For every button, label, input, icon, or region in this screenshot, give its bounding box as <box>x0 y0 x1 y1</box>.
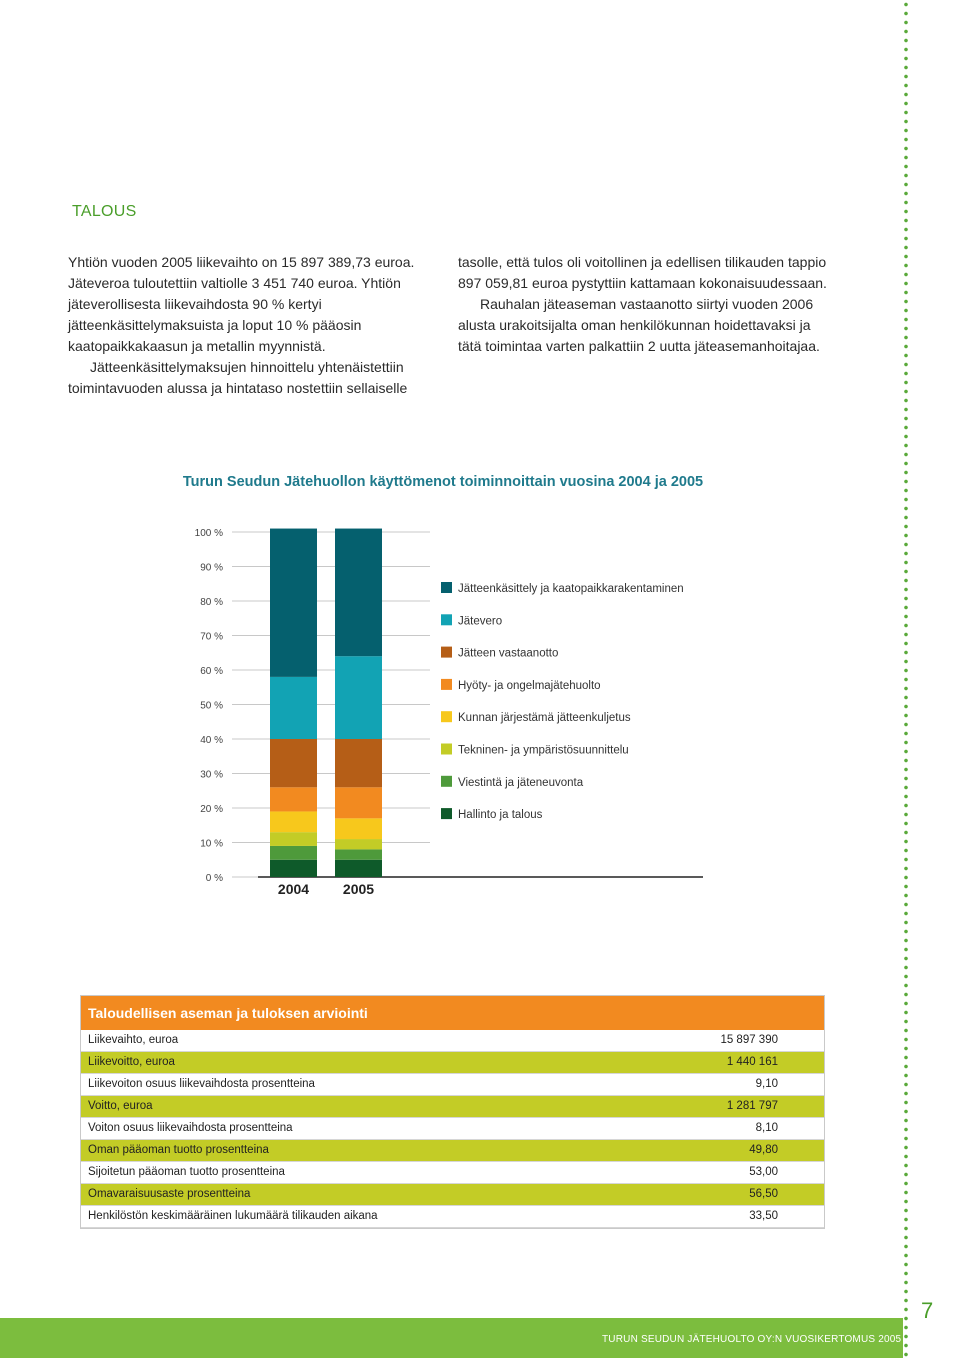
legend-label: Hallinto ja talous <box>458 809 543 822</box>
bar-segment <box>335 787 382 818</box>
y-tick-label: 30 % <box>200 769 223 781</box>
paragraph: Jätteenkäsittelymaksujen hinnoittelu yhtenäistettiin toimintavuoden alussa ja hintataso nostettiin sellaiselle <box>68 359 408 396</box>
table-row <box>81 1118 824 1140</box>
row-value: 9,10 <box>755 1078 778 1090</box>
y-tick-label: 0 % <box>205 873 223 884</box>
x-tick-label: 2004 <box>277 881 310 897</box>
bar-segment <box>335 818 382 839</box>
legend-label: Tekninen- ja ympäristösuunnittelu <box>458 744 629 757</box>
table-title: Taloudellisen aseman ja tuloksen arviointi <box>81 996 824 1030</box>
legend-swatch <box>441 808 452 819</box>
row-label: Omavaraisuusaste prosentteina <box>88 1188 251 1200</box>
row-value: 1 281 797 <box>726 1100 778 1112</box>
table-row <box>81 1206 824 1228</box>
row-label: Henkilöstön keskimääräinen lukumäärä tilikauden aikana <box>88 1210 378 1222</box>
row-value: 1 440 161 <box>726 1056 778 1068</box>
bar-segment <box>270 860 317 877</box>
bar-segment <box>335 529 382 657</box>
table-row <box>81 1030 824 1052</box>
paragraph: Yhtiön vuoden 2005 liikevaihto on 15 897 389,73 euroa. Jäteveroa tuloutettiin valtiolle 3 451 740 euroa. Yhtiön jäteverollisesta liikevaihdosta 90 % kertyi jätteenkäsittelymaksuista ja loput 10 % pääosin kaatopaikkakaasun ja metallin myynnistä. <box>68 254 415 354</box>
row-label: Sijoitetun pääoman tuotto prosentteina <box>88 1166 285 1178</box>
section-title: TALOUS <box>72 203 137 220</box>
legend-label: Jätevero <box>458 615 503 628</box>
legend-swatch <box>441 647 452 658</box>
stacked-bar-chart <box>0 520 886 910</box>
paragraph: Rauhalan jäteaseman vastaanotto siirtyi vuoden 2006 alusta urakoitsijalta oman henkilökunnan hoidettavaksi ja tätä toimintaa varten palkattiin 2 uutta jäteasemanhoitajaa. <box>458 296 820 354</box>
y-tick-label: 90 % <box>200 562 223 574</box>
legend-swatch <box>441 744 452 755</box>
text-column-right <box>458 252 828 357</box>
bar-segment <box>335 849 382 859</box>
legend-swatch <box>441 614 452 625</box>
row-value: 49,80 <box>749 1144 778 1156</box>
page-number: 7 <box>921 1298 934 1323</box>
bar-segment <box>270 832 317 846</box>
legend-label: Jätteen vastaanotto <box>458 647 559 660</box>
y-tick-label: 100 % <box>194 528 223 539</box>
bar-segment <box>270 846 317 860</box>
table-row <box>81 1140 824 1162</box>
legend-label: Kunnan järjestämä jätteenkuljetus <box>458 712 631 725</box>
legend-swatch <box>441 679 452 690</box>
y-tick-label: 60 % <box>200 666 223 677</box>
bar-segment <box>335 860 382 877</box>
dotted-border-decoration <box>903 0 909 1358</box>
row-label: Liikevoiton osuus liikevaihdosta prosentteina <box>88 1078 315 1090</box>
table-row <box>81 1052 824 1074</box>
legend-label: Viestintä ja jäteneuvonta <box>458 776 584 789</box>
legend-swatch <box>441 711 452 722</box>
paragraph: tasolle, että tulos oli voitollinen ja edellisen tilikauden tappio 897 059,81 euroa pystyttiin kattamaan kokonaisuudessaan. <box>458 254 827 291</box>
y-tick-label: 40 % <box>200 735 223 746</box>
table-body <box>81 1030 824 1228</box>
table-row <box>81 1074 824 1096</box>
bar-segment <box>335 839 382 849</box>
bar-segment <box>270 787 317 811</box>
bar-segment <box>270 529 317 677</box>
x-tick-label: 2005 <box>342 881 375 897</box>
table-row <box>81 1162 824 1184</box>
footer-text: TURUN SEUDUN JÄTEHUOLTO OY:N VUOSIKERTOMUS 2005 <box>602 1334 902 1345</box>
row-value: 53,00 <box>749 1166 778 1178</box>
legend-label: Hyöty- ja ongelmajätehuolto <box>458 679 601 692</box>
financial-table <box>80 995 825 1229</box>
legend-swatch <box>441 582 452 593</box>
bar-segment <box>270 811 317 832</box>
row-value: 15 897 390 <box>720 1034 778 1046</box>
row-label: Liikevaihto, euroa <box>88 1034 179 1046</box>
row-label: Voitto, euroa <box>88 1100 153 1112</box>
legend-swatch <box>441 776 452 787</box>
y-tick-label: 80 % <box>200 597 223 608</box>
bar-segment <box>270 677 317 739</box>
y-tick-label: 20 % <box>200 804 223 815</box>
row-label: Liikevoitto, euroa <box>88 1056 175 1068</box>
row-label: Oman pääoman tuotto prosentteina <box>88 1144 269 1156</box>
bar-segment <box>335 656 382 739</box>
y-tick-label: 10 % <box>200 838 223 850</box>
table-row <box>81 1096 824 1118</box>
y-tick-label: 70 % <box>200 631 223 643</box>
row-value: 33,50 <box>749 1210 778 1222</box>
row-value: 8,10 <box>755 1122 778 1134</box>
row-value: 56,50 <box>749 1188 778 1200</box>
bar-segment <box>335 739 382 787</box>
y-tick-label: 50 % <box>200 700 223 712</box>
chart-title: Turun Seudun Jätehuollon käyttömenot toiminnoittain vuosina 2004 ja 2005 <box>182 474 704 490</box>
bar-segment <box>270 739 317 787</box>
table-row <box>81 1184 824 1206</box>
text-column-left <box>68 252 438 399</box>
legend-label: Jätteenkäsittely ja kaatopaikkarakentaminen <box>458 583 684 595</box>
row-label: Voiton osuus liikevaihdosta prosentteina <box>88 1122 293 1134</box>
